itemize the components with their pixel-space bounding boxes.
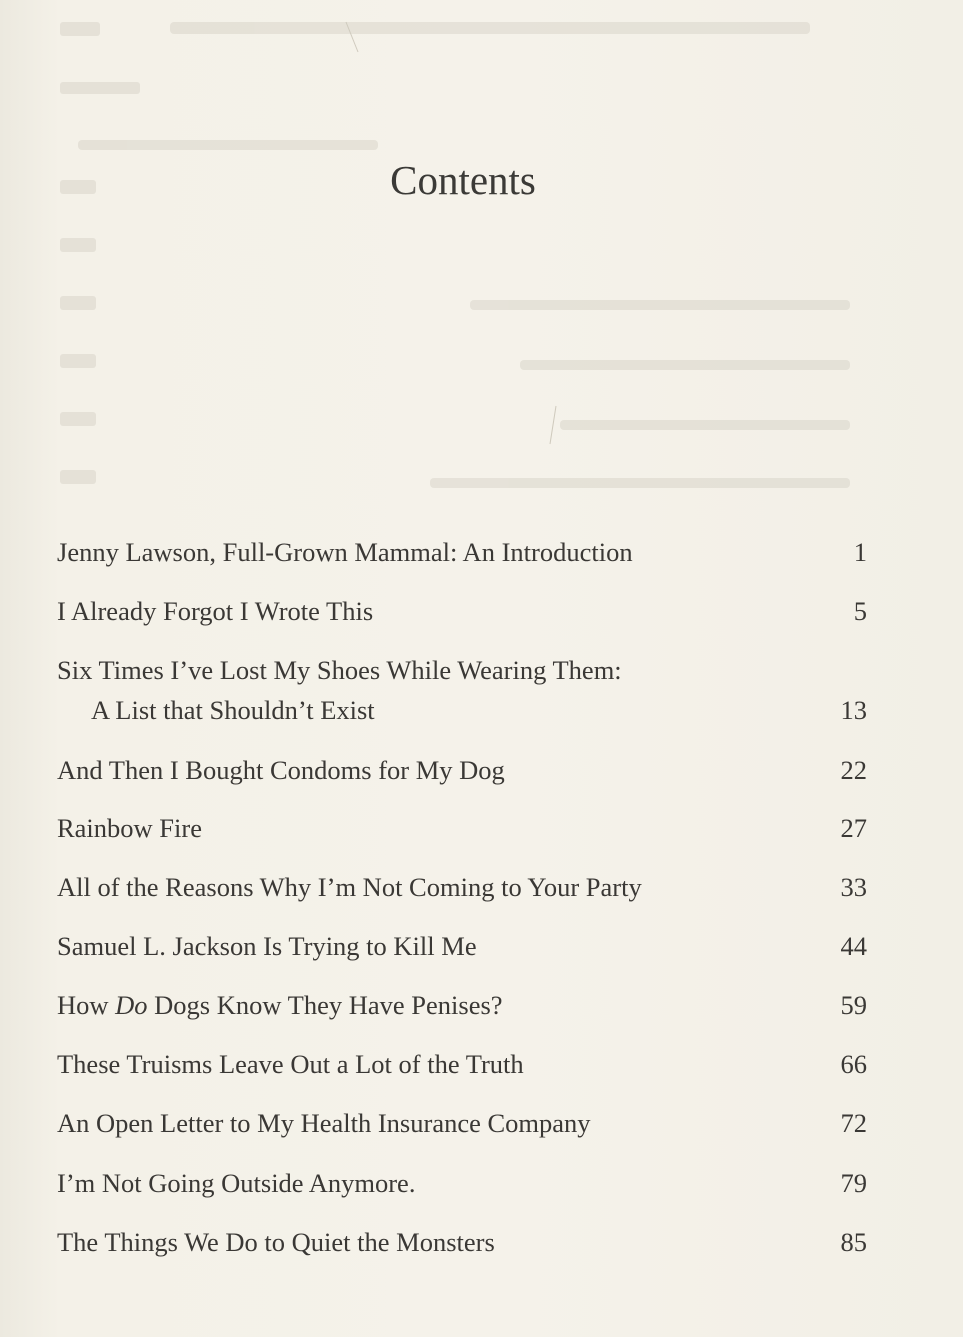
toc-entry-title: I’m Not Going Outside Anymore.	[57, 1168, 416, 1198]
toc-entry	[57, 1222, 867, 1262]
toc-entry-title: I Already Forgot I Wrote This	[57, 596, 374, 626]
toc-entry-title: Rainbow Fire	[57, 813, 202, 843]
toc-entry	[57, 867, 867, 907]
toc-entry-title: And Then I Bought Condoms for My Dog	[57, 755, 505, 785]
page-title: Contents	[390, 157, 536, 203]
toc-entry-title: Samuel L. Jackson Is Trying to Kill Me	[57, 931, 477, 961]
toc-page-number: 66	[840, 1049, 867, 1079]
toc-entry-title: An Open Letter to My Health Insurance Company	[57, 1108, 591, 1138]
toc-page-number: 72	[840, 1108, 867, 1138]
toc-entry-title: How Do Dogs Know They Have Penises?	[57, 990, 503, 1020]
toc-page-number: 33	[840, 872, 867, 902]
toc-entry	[57, 1163, 867, 1203]
toc-entry-title: Jenny Lawson, Full-Grown Mammal: An Introduction	[57, 537, 633, 567]
toc-entry	[57, 1044, 867, 1084]
toc-page-number: 1	[853, 537, 867, 567]
toc-entry	[57, 1103, 867, 1143]
toc-entry	[57, 985, 867, 1025]
toc-page-number: 13	[840, 695, 867, 725]
toc-page-number: 44	[840, 931, 867, 961]
toc-page-number: 5	[853, 596, 867, 626]
toc-entry	[57, 591, 867, 631]
toc-page-number: 22	[840, 755, 867, 785]
toc-page-number: 85	[840, 1227, 867, 1257]
toc-entry-title: These Truisms Leave Out a Lot of the Truth	[57, 1049, 524, 1079]
toc-entry	[57, 650, 867, 730]
toc-entry	[57, 750, 867, 790]
toc-entry	[57, 532, 867, 572]
toc-entry-title: All of the Reasons Why I’m Not Coming to Your Party	[57, 872, 642, 902]
toc-entry-title: The Things We Do to Quiet the Monsters	[57, 1227, 495, 1257]
toc-page-number: 59	[840, 990, 867, 1020]
toc-entry	[57, 808, 867, 848]
toc-entry-title: Six Times I’ve Lost My Shoes While Wearing Them:	[57, 655, 622, 685]
toc-entry-title: A List that Shouldn’t Exist	[91, 695, 375, 725]
toc-page-number: 79	[840, 1168, 867, 1198]
toc-page-number: 27	[840, 813, 867, 843]
toc-entry	[57, 926, 867, 966]
